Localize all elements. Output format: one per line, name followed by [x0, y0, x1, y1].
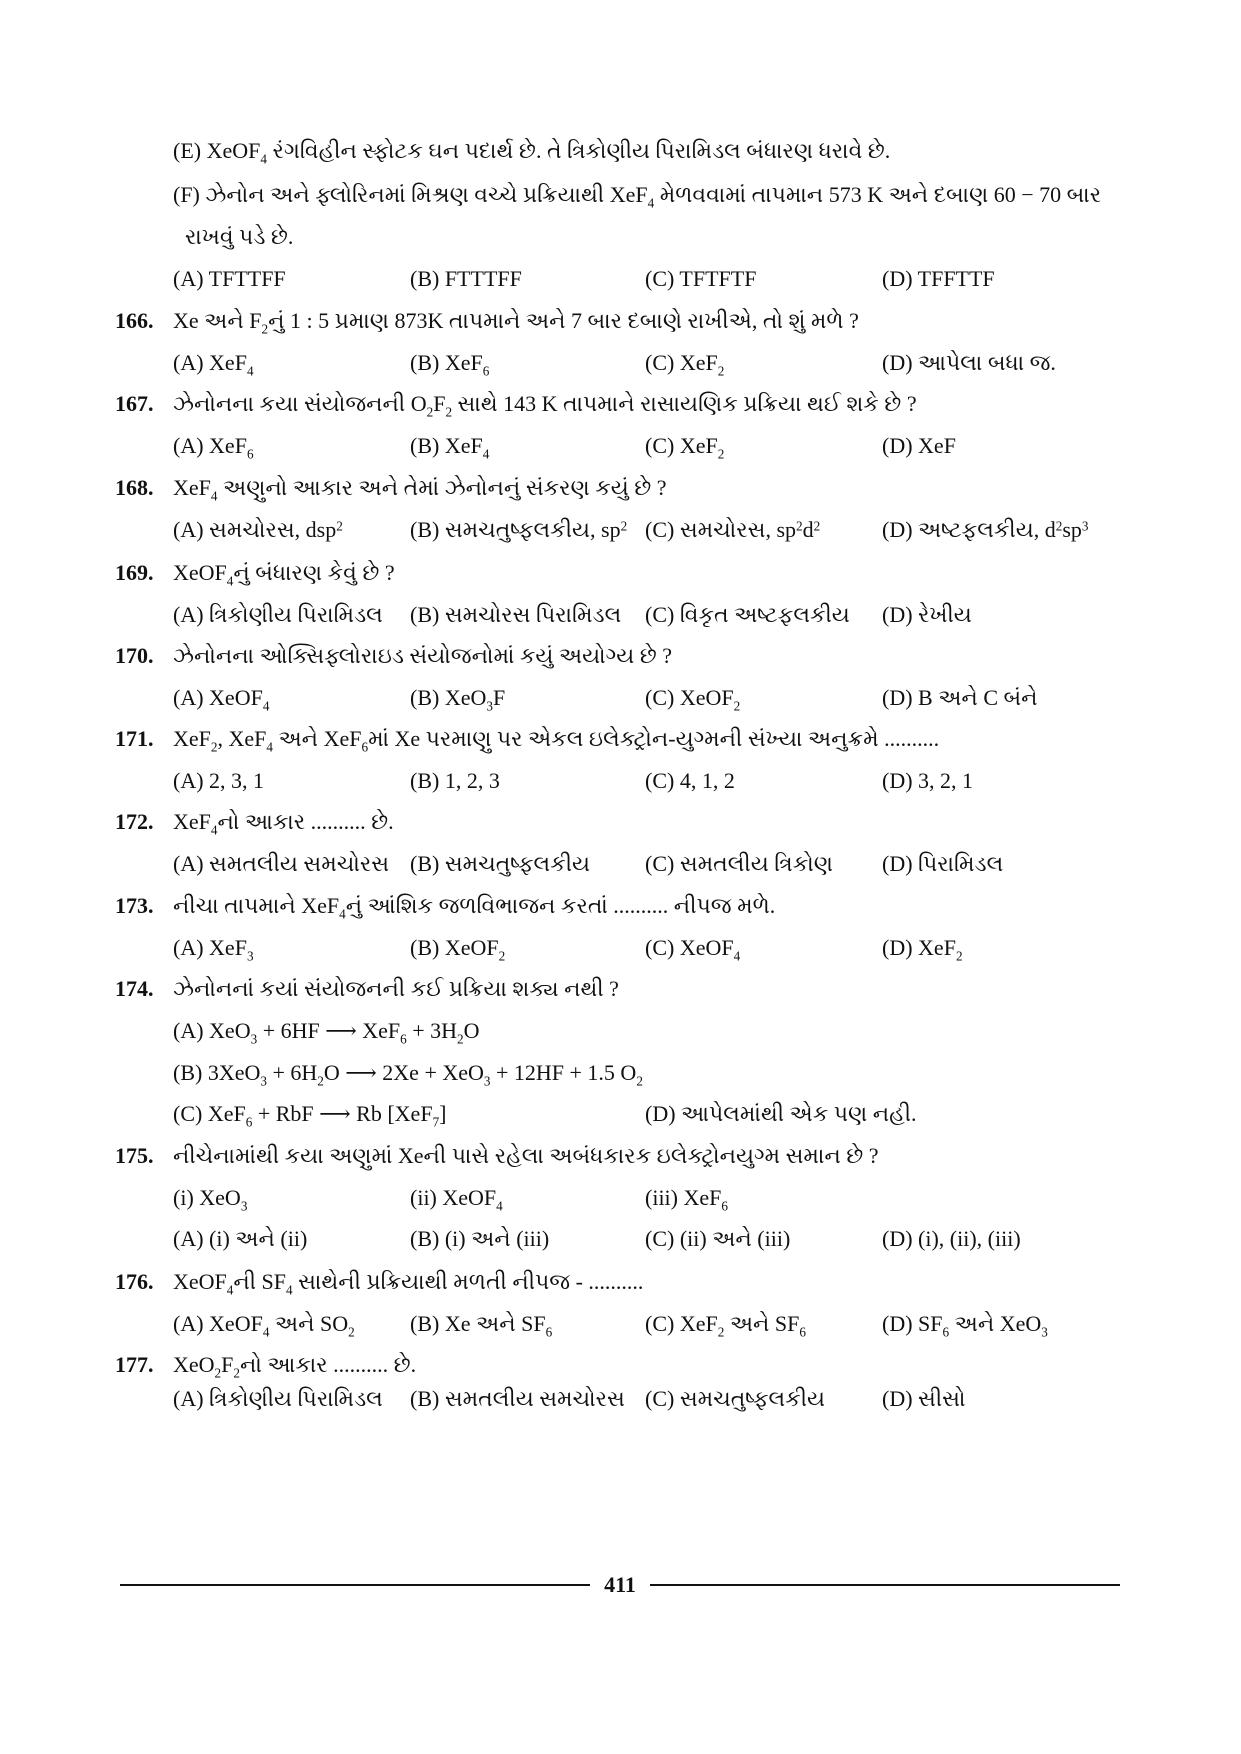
- footer-rule-right: [650, 1584, 1120, 1586]
- q171: [115, 716, 1125, 762]
- answer-option: (A) XeF$_3$: [173, 935, 254, 964]
- question-text: નીચેનામાંથી કયા અણુમાં Xeની પાસે રહેલા અબંધકારક ઇલેક્ટ્રોનયુગ્મ સમાન છે ?: [173, 1143, 879, 1168]
- question-number: 173.: [115, 893, 154, 918]
- question-number: 177.: [115, 1352, 154, 1377]
- statement-f-cont: [115, 214, 1125, 260]
- q167: [115, 381, 1125, 427]
- question-number: 174.: [115, 976, 154, 1001]
- statement-f: [115, 172, 1125, 218]
- line-text: (B) $3XeO_3 + 6H_2O$ ⟶ 2Xe + XeO$_3$ + 12HF + 1.5 $O_2$: [173, 1060, 643, 1089]
- answer-option: (C) XeF$_2$: [645, 433, 725, 462]
- question-text: XeOF$_4$ની $SF_4$ સાથેની પ્રક્રિયાથી મળતી નીપજ - ..........: [173, 1269, 644, 1298]
- line-text: (A) XeO$_3$ + 6HF ⟶ $XeF_6 + 3H_2O$: [173, 1018, 480, 1047]
- answer-option: (B) સમચતુષ્ફલકીય: [410, 851, 591, 876]
- question-text: XeOF$_4$નું બંધારણ કેવું છે ?: [173, 560, 395, 589]
- question-number: 171.: [115, 726, 154, 751]
- answer-option: (D) B અને C બંને: [882, 685, 1038, 710]
- q177-options: [115, 1376, 1125, 1422]
- answer-option: (i) XeO$_3$: [173, 1185, 248, 1214]
- q169: [115, 550, 1125, 596]
- question-text: ઝેનોનના ઓક્સિફ્લોરાઇડ સંયોજનોમાં કયું અયોગ્ય છે ?: [173, 643, 672, 668]
- answer-option: (C) TFTFTF: [645, 266, 757, 291]
- question-text: XeF$_4$નો આકાર .......... છે.: [173, 809, 394, 838]
- answer-option: (B) Xe અને $SF_6$: [410, 1311, 553, 1340]
- question-number: 166.: [115, 308, 154, 333]
- q171-options: [115, 758, 1125, 804]
- answer-option: (D) (i), (ii), (iii): [882, 1226, 1021, 1251]
- footer-rule-left: [120, 1584, 590, 1586]
- question-number: 172.: [115, 809, 154, 834]
- question-number: 170.: [115, 643, 154, 668]
- answer-option: (A) (i) અને (ii): [173, 1226, 308, 1251]
- q174-option-a: [115, 1008, 1125, 1054]
- question-number: 176.: [115, 1269, 154, 1294]
- question-text: $XeO_2F_2નો$ આકાર .......... છે.: [173, 1352, 417, 1381]
- answer-option: (A) 2, 3, 1: [173, 768, 265, 793]
- question-text: XeF$_4$ અણુનો આકાર અને તેમાં ઝેનોનનું સંકરણ કયું છે ?: [173, 475, 667, 504]
- answer-option: (D) આપેલા બધા જ.: [882, 350, 1056, 375]
- answer-option: (D) રેખીય: [882, 602, 972, 627]
- answer-option: (D) સીસો: [882, 1386, 966, 1411]
- answer-option: (C) XeF$_2$ અને $SF_6$: [645, 1311, 806, 1340]
- question-text: Xe અને $F_2નું$ 1 : 5 પ્રમાણ 873K તાપમાને અને 7 બાર દબાણે રાખીએ, તો શું મળે ?: [173, 308, 859, 337]
- answer-option: (C) 4, 1, 2: [645, 768, 735, 793]
- q172-options: [115, 841, 1125, 887]
- q172: [115, 799, 1125, 845]
- q167-options: [115, 423, 1125, 469]
- answer-option: (iii) XeF$_6$: [645, 1185, 728, 1214]
- q176: [115, 1259, 1125, 1305]
- answer-option: (C) XeOF$_2$: [645, 685, 741, 714]
- answer-option: (C) XeOF$_4$: [645, 935, 741, 964]
- q170-options: [115, 675, 1125, 721]
- answer-option: (A) ત્રિકોણીય પિરામિડલ: [173, 602, 383, 627]
- answer-option: (B) XeOF$_2$: [410, 935, 506, 964]
- q168: [115, 465, 1125, 511]
- answer-option: (D) XeF$_2$: [882, 935, 963, 964]
- q176-options: [115, 1301, 1125, 1347]
- answer-option: (C) સમચતુષ્ફલકીય: [645, 1386, 826, 1411]
- answer-option: (D) પિરામિડલ: [882, 851, 1004, 876]
- answer-option: (B) સમતલીય સમચોરસ: [410, 1386, 625, 1411]
- answer-option: (D) TFFTTF: [882, 266, 995, 291]
- line-text: (E) XeOF$_4$ રંગવિહીન સ્ફોટક ઘન પદાર્થ છે. તે ત્રિકોણીય પિરામિડલ બંધારણ ધરાવે છે.: [173, 138, 891, 167]
- answer-option: (B) XeF$_6$: [410, 350, 490, 379]
- answer-option: (B) સમચતુષ્ફલકીય, $sp^2$: [410, 517, 628, 542]
- answer-option: (ii) XeOF$_4$: [410, 1185, 503, 1214]
- q174-options-cd: [115, 1091, 1125, 1137]
- answer-option: (C) XeF$_2$: [645, 350, 725, 379]
- answer-option: (A) TFTTFF: [173, 266, 286, 291]
- answer-option: (D) 3, 2, 1: [882, 768, 974, 793]
- q175: [115, 1133, 1125, 1179]
- q175-options: [115, 1216, 1125, 1262]
- answer-option: (D) આપેલમાંથી એક પણ નહી.: [645, 1101, 917, 1126]
- page-number: 411: [604, 1572, 636, 1597]
- answer-option: (A) સમતલીય સમચોરસ: [173, 851, 390, 876]
- answer-option: (D) XeF: [882, 433, 956, 458]
- question-number: 175.: [115, 1143, 154, 1168]
- answer-option: (B) સમચોરસ પિરામિડલ: [410, 602, 622, 627]
- answer-option: (B) XeO$_3$F: [410, 685, 506, 714]
- answer-option: (B) XeF$_4$: [410, 433, 490, 462]
- q173-options: [115, 925, 1125, 971]
- answer-option: (A) સમચોરસ, dsp$^2$: [173, 517, 343, 542]
- answer-option: (D) $SF_6$ અને XeO$_3$: [882, 1311, 1048, 1340]
- line-text: રાખવું પડે છે.: [185, 224, 294, 249]
- line-text: (F) ઝેનોન અને ફ્લોરિનમાં મિશ્રણ વચ્ચે પ્રક્રિયાથી XeF$_4$ મેળવવામાં તાપમાન 573 K અને દબાણ 60 − 70 બાર: [173, 182, 1102, 211]
- answer-option: (A) XeOF$_4$ અને $SO_2$: [173, 1311, 355, 1340]
- answer-option: (C) XeF$_6$ + RbF ⟶ Rb [XeF$_7$]: [173, 1101, 447, 1130]
- q166-options: [115, 340, 1125, 386]
- question-number: 168.: [115, 475, 154, 500]
- q166: [115, 298, 1125, 344]
- statement-e: [115, 128, 1125, 174]
- answer-option: (C) (ii) અને (iii): [645, 1226, 791, 1251]
- q174-option-b: [115, 1050, 1125, 1096]
- answer-option: (D) અષ્ટફલકીય, $d^2sp^3$: [882, 517, 1089, 542]
- q173: [115, 883, 1125, 929]
- answer-option: (A) ત્રિકોણીય પિરામિડલ: [173, 1386, 383, 1411]
- question-text: નીચા તાપમાને XeF$_4$નું આંશિક જળવિભાજન કરતાં .......... નીપજ મળે.: [173, 893, 776, 922]
- question-text: XeF$_2$, XeF$_4$ અને XeF$_6$માં Xe પરમાણુ પર એકલ ઇલેક્ટ્રોન-યુગ્મની સંખ્યા અનુક્રમે ..........: [173, 726, 940, 755]
- question-text: ઝેનોનના કયા સંયોજનની $O_2F_2$ સાથે 143 K તાપમાને રાસાયણિક પ્રક્રિયા થઈ શકે છે ?: [173, 391, 917, 420]
- answer-option: (A) XeOF$_4$: [173, 685, 270, 714]
- q170: [115, 633, 1125, 679]
- answer-option: (A) XeF$_6$: [173, 433, 254, 462]
- q169-options: [115, 592, 1125, 638]
- answer-option: (C) સમચોરસ, $sp^2d^2$: [645, 517, 821, 542]
- answer-option: (B) FTTTFF: [410, 266, 522, 291]
- q175-items: [115, 1175, 1125, 1221]
- q174: [115, 966, 1125, 1012]
- q165-options: [115, 256, 1125, 302]
- question-text: ઝેનોનનાં કયાં સંયોજનની કઈ પ્રક્રિયા શક્ય નથી ?: [173, 976, 619, 1001]
- answer-option: (B) 1, 2, 3: [410, 768, 500, 793]
- question-number: 169.: [115, 560, 154, 585]
- answer-option: (B) (i) અને (iii): [410, 1226, 550, 1251]
- answer-option: (A) XeF$_4$: [173, 350, 254, 379]
- answer-option: (C) સમતલીય ત્રિકોણ: [645, 851, 833, 876]
- q168-options: [115, 507, 1125, 553]
- question-number: 167.: [115, 391, 154, 416]
- answer-option: (C) વિકૃત અષ્ટફલકીય: [645, 602, 850, 627]
